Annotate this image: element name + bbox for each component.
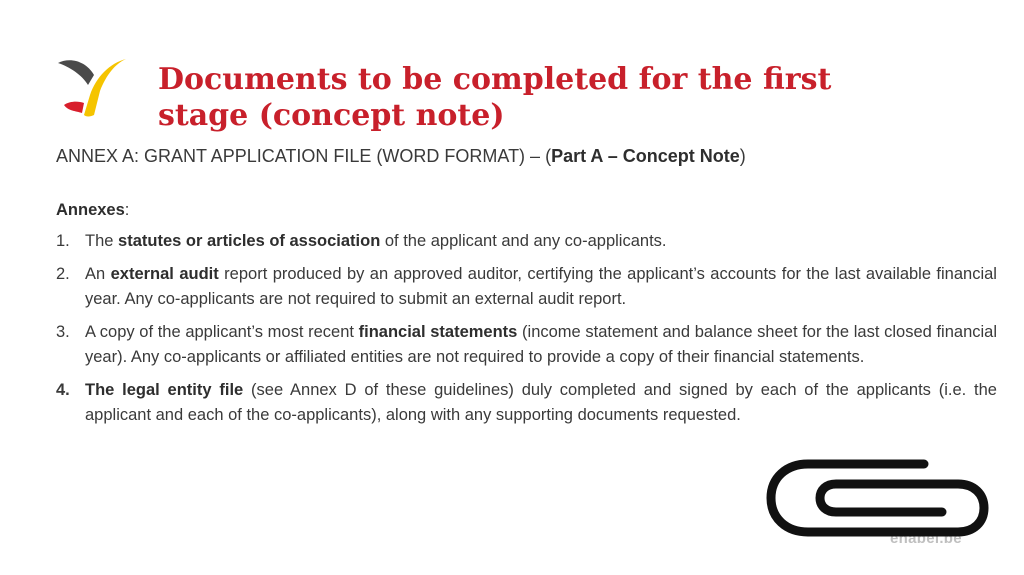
list-item-bold: The legal entity file [85,380,244,399]
list-item-bold: statutes or articles of association [118,232,381,250]
list-item-number: 1. [56,232,70,250]
list-item [56,378,997,429]
list-item-bold: external audit [110,264,219,283]
list-item-text-after: (income statement and balance sheet for the last closed financial year). Any co-applicants or affiliated entities are not required to provide a copy of their financial statements. [85,322,998,366]
list-item-number: 2. [56,264,70,283]
list-item [56,229,997,255]
annexes-label [56,199,129,221]
list-item [56,262,997,313]
list-item-text-after: report produced by an approved auditor, certifying the applicant’s accounts for the last available financial year. Any co-applicants are not required to submit an external audit report. [85,264,997,308]
list-item [56,320,997,371]
list-item-text-before: The [85,232,119,250]
page-title: Documents to be completed for the first stage (concept note) [158,62,832,133]
watermark: enabel.be [890,530,962,547]
list-item-text-before: An [85,264,111,283]
list-item-text-after: (see Annex D of these guidelines) duly completed and signed by each of the applicants (i.e. the applicant and each of the co-applicants), along with any supporting documents requested. [85,380,997,424]
annexes-label-text: Annexes [56,201,125,219]
annex-a-bold: Part A – Concept Note [551,146,740,166]
list-item-number: 4. [56,380,70,399]
list-item-text-after: of the applicant and any co-applicants. [380,232,667,250]
enabel-logo-icon [56,55,128,121]
annexes-list [56,229,997,436]
annex-a-heading [56,144,996,168]
annexes-label-colon: : [124,201,130,219]
annex-a-prefix: ANNEX A: GRANT APPLICATION FILE (WORD FORMAT) – ( [56,146,552,166]
annex-a-suffix: ) [739,146,746,166]
paperclip-icon [764,458,992,540]
list-item-number: 3. [56,322,70,341]
list-item-bold: financial statements [358,322,518,341]
list-item-text-before: A copy of the applicant’s most recent [85,322,359,341]
